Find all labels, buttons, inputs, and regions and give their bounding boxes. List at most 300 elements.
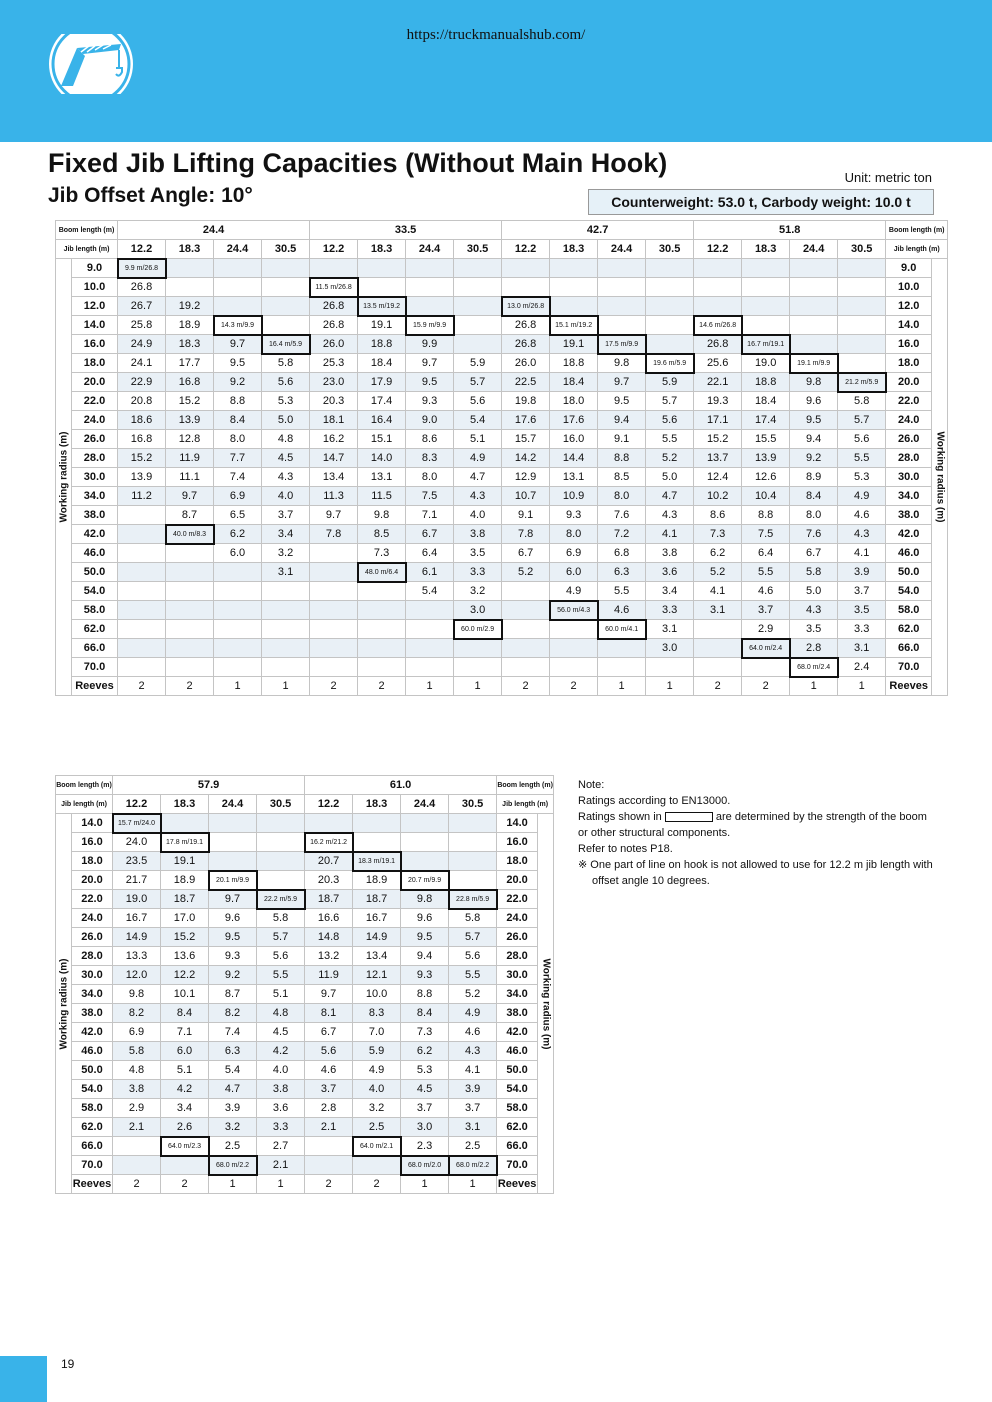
capacity-cell [742,278,790,297]
table-row [56,411,948,430]
capacity-cell: 25.6 [694,354,742,373]
capacity-cell: 3.1 [262,563,310,582]
capacity-cell: 13.9 [166,411,214,430]
capacity-cell: 19.2 [166,297,214,316]
capacity-cell [118,544,166,563]
capacity-cell: 3.1 [449,1118,497,1137]
capacity-cell: 18.6 [118,411,166,430]
capacity-cell [406,639,454,658]
jib-length-header-right: Jib length (m) [497,795,554,814]
capacity-cell: 9.3 [209,947,257,966]
capacity-cell [305,1156,353,1175]
table-row [56,601,948,620]
capacity-cell: 24.9 [118,335,166,354]
capacity-cell: 4.8 [262,430,310,449]
radius-value: 24.0 [72,411,118,430]
capacity-cell: 8.8 [401,985,449,1004]
table-row [56,985,554,1004]
capacity-cell: 12.0 [113,966,161,985]
jib-length-12.2: 12.2 [113,795,161,814]
capacity-cell: 6.3 [209,1042,257,1061]
capacity-cell: 9.2 [209,966,257,985]
table-row [56,1042,554,1061]
radius-value-right: 38.0 [886,506,932,525]
capacity-cell: 9.4 [401,947,449,966]
capacity-cell: 10.9 [550,487,598,506]
capacity-cell: 8.7 [166,506,214,525]
radius-value: 66.0 [72,639,118,658]
table-row [56,544,948,563]
capacity-cell: 8.0 [406,468,454,487]
radius-value-right: 66.0 [497,1137,538,1156]
capacity-cell: 5.7 [257,928,305,947]
capacity-cell: 19.1 [358,316,406,335]
capacity-cell [310,259,358,278]
capacity-cell [550,639,598,658]
capacity-cell: 15.2 [161,928,209,947]
table-row [56,814,554,833]
capacity-cell: 9.7 [310,506,358,525]
source-url[interactable]: https://truckmanualshub.com/ [406,27,586,43]
capacity-cell: 9.8 [790,373,838,392]
reeves-cell: 1 [646,677,694,696]
capacity-cell: 3.2 [454,582,502,601]
capacity-cell: 7.4 [214,468,262,487]
capacity-cell: 26.8 [118,278,166,297]
table-row [56,487,948,506]
radius-value: 22.0 [72,890,113,909]
capacity-cell: 15.2 [166,392,214,411]
capacity-cell: 6.7 [502,544,550,563]
capacity-cell [454,658,502,677]
capacity-cell [118,639,166,658]
capacity-cell: 5.6 [257,947,305,966]
capacity-cell: 5.9 [353,1042,401,1061]
capacity-cell: 3.1 [838,639,886,658]
table-row [56,335,948,354]
capacity-cell: 2.8 [305,1099,353,1118]
capacity-cell: 5.4 [406,582,454,601]
page-tab [0,1356,47,1402]
capacity-cell: 3.9 [449,1080,497,1099]
capacity-cell: 2.8 [790,639,838,658]
capacity-cell [502,620,550,639]
table-row [56,1023,554,1042]
capacity-cell: 9.5 [406,373,454,392]
reeves-cell: 2 [742,677,790,696]
radius-value-right: 28.0 [497,947,538,966]
capacity-cell [310,601,358,620]
page-number: 19 [61,1357,75,1371]
capacity-cell [694,658,742,677]
radius-value-right: 14.0 [886,316,932,335]
radius-value-right: 16.0 [497,833,538,852]
capacity-cell: 13.7 [694,449,742,468]
capacity-cell [598,658,646,677]
capacity-cell [257,871,305,890]
capacity-cell [406,620,454,639]
capacity-cell: 4.0 [262,487,310,506]
capacity-cell [406,278,454,297]
capacity-cell: 19.1 [550,335,598,354]
radius-value-right: 38.0 [497,1004,538,1023]
capacity-cell: 7.1 [161,1023,209,1042]
jib-length-12.2: 12.2 [305,795,353,814]
capacity-cell: 12.6 [742,468,790,487]
capacity-cell: 5.8 [449,909,497,928]
reeves-cell: 1 [214,677,262,696]
capacity-cell: 23.5 [113,852,161,871]
capacity-cell [449,833,497,852]
capacity-cell [214,658,262,677]
capacity-cell: 19.3 [694,392,742,411]
working-radius-label-text: Working radius (m) [540,958,552,1049]
capacity-cell: 4.7 [209,1080,257,1099]
capacity-cell [646,278,694,297]
radius-value-right: 42.0 [886,525,932,544]
capacity-cell: 3.9 [838,563,886,582]
table-row [56,947,554,966]
radius-value: 18.0 [72,852,113,871]
radius-value: 62.0 [72,1118,113,1137]
capacity-cell: 4.0 [454,506,502,525]
radius-value: 38.0 [72,1004,113,1023]
capacity-cell [166,259,214,278]
jib-length-12.2: 12.2 [694,240,742,259]
capacity-cell: 9.8 [401,890,449,909]
radius-value-right: 50.0 [886,563,932,582]
capacity-cell [502,278,550,297]
radius-value: 14.0 [72,814,113,833]
capacity-cell [214,297,262,316]
capacity-cell: 13.0 m/26.8 [502,297,550,316]
capacity-cell: 3.8 [257,1080,305,1099]
radius-value: 46.0 [72,1042,113,1061]
capacity-cell: 5.8 [790,563,838,582]
capacity-cell: 15.1 m/19.2 [550,316,598,335]
capacity-cell [694,278,742,297]
capacity-cell [838,278,886,297]
crane-logo-icon [47,34,137,94]
capacity-cell [166,563,214,582]
table-row [56,1080,554,1099]
radius-value-right: 58.0 [886,601,932,620]
capacity-cell: 3.3 [257,1118,305,1137]
capacity-cell: 4.6 [742,582,790,601]
capacity-cell [166,658,214,677]
radius-value: 30.0 [72,468,118,487]
table-row [56,966,554,985]
capacity-cell: 3.7 [305,1080,353,1099]
capacity-cell: 15.2 [694,430,742,449]
capacity-cell: 9.5 [214,354,262,373]
boom-length-57.9: 57.9 [113,776,305,795]
capacity-cell: 8.9 [790,468,838,487]
radius-value-right: 24.0 [497,909,538,928]
table-row [56,833,554,852]
capacity-cell: 8.4 [214,411,262,430]
capacity-cell: 4.6 [305,1061,353,1080]
capacity-cell: 5.3 [401,1061,449,1080]
capacity-cell [454,259,502,278]
table-row [56,563,948,582]
capacity-cell [406,658,454,677]
note-line-4: ※ One part of line on hook is not allowed to use for 12.2 m jib length with offset angle 10 degrees. [578,859,933,887]
capacity-cell [358,658,406,677]
capacity-cell: 5.0 [790,582,838,601]
capacity-cell: 4.9 [454,449,502,468]
capacity-cell: 4.3 [262,468,310,487]
capacity-cell: 9.9 [406,335,454,354]
capacity-cell: 3.7 [262,506,310,525]
radius-value-right: 26.0 [886,430,932,449]
capacity-cell: 8.6 [694,506,742,525]
capacity-cell: 13.4 [353,947,401,966]
capacity-cell: 9.6 [209,909,257,928]
radius-value-right: 46.0 [886,544,932,563]
working-radius-label-right [932,259,948,696]
capacity-cell: 4.6 [598,601,646,620]
reeves-cell: 2 [358,677,406,696]
capacity-cell: 19.8 [502,392,550,411]
radius-value-right: 70.0 [497,1156,538,1175]
capacity-cell: 18.9 [353,871,401,890]
capacity-cell [646,316,694,335]
capacity-cell [646,658,694,677]
capacity-cell: 3.6 [646,563,694,582]
capacity-cell: 2.6 [161,1118,209,1137]
table-row [56,430,948,449]
capacity-cell [646,259,694,278]
table-row [56,297,948,316]
radius-value: 42.0 [72,1023,113,1042]
table-row [56,909,554,928]
capacity-cell [257,814,305,833]
capacity-cell: 9.5 [790,411,838,430]
capacity-cell [449,814,497,833]
capacity-cell: 3.0 [401,1118,449,1137]
capacity-cell: 3.9 [209,1099,257,1118]
capacity-cell: 19.1 [161,852,209,871]
capacity-cell [262,620,310,639]
reeves-label: Reeves [72,677,118,696]
capacity-cell: 11.3 [310,487,358,506]
capacity-cell: 8.3 [406,449,454,468]
radius-value-right: 9.0 [886,259,932,278]
capacity-cell: 14.0 [358,449,406,468]
jib-length-30.5: 30.5 [262,240,310,259]
capacity-cell: 11.5 m/26.8 [310,278,358,297]
capacity-cell: 8.1 [305,1004,353,1023]
table-row [56,525,948,544]
capacity-cell: 4.2 [161,1080,209,1099]
capacity-cell: 17.4 [742,411,790,430]
capacity-cell: 11.2 [118,487,166,506]
capacity-cell [401,852,449,871]
jib-length-header: Jib length (m) [56,795,113,814]
jib-length-24.4: 24.4 [214,240,262,259]
capacity-cell: 4.5 [262,449,310,468]
capacity-cell: 2.1 [305,1118,353,1137]
capacity-cell: 14.2 [502,449,550,468]
jib-length-30.5: 30.5 [838,240,886,259]
capacity-cell [401,814,449,833]
capacity-cell [401,833,449,852]
reeves-cell: 2 [161,1175,209,1194]
capacity-cell [742,316,790,335]
table-row [56,259,948,278]
capacity-cell: 2.5 [353,1118,401,1137]
capacity-cell: 20.7 [305,852,353,871]
capacity-cell: 18.8 [358,335,406,354]
capacity-cell: 8.7 [209,985,257,1004]
capacity-cell: 4.8 [257,1004,305,1023]
capacity-cell: 3.2 [353,1099,401,1118]
radius-value: 28.0 [72,947,113,966]
table-row [56,1061,554,1080]
capacity-cell: 20.3 [305,871,353,890]
boom-length-51.8: 51.8 [694,221,886,240]
capacity-cell: 60.0 m/4.1 [598,620,646,639]
capacity-cell: 18.4 [358,354,406,373]
capacity-cell: 9.7 [166,487,214,506]
radius-value-right: 30.0 [497,966,538,985]
capacity-cell: 16.7 [353,909,401,928]
capacity-cell: 4.3 [449,1042,497,1061]
capacity-cell [166,620,214,639]
capacity-cell: 4.5 [257,1023,305,1042]
capacity-cell [214,620,262,639]
capacity-cell: 8.8 [214,392,262,411]
capacity-cell: 3.7 [838,582,886,601]
capacity-cell [118,620,166,639]
capacity-cell: 5.3 [262,392,310,411]
capacity-cell: 8.4 [790,487,838,506]
capacity-cell: 4.1 [449,1061,497,1080]
radius-value: 66.0 [72,1137,113,1156]
capacity-cell: 6.1 [406,563,454,582]
capacity-cell [353,833,401,852]
capacity-cell [310,582,358,601]
working-radius-label-text: Working radius (m) [58,958,69,1049]
capacity-cell: 5.6 [838,430,886,449]
capacity-cell: 7.8 [310,525,358,544]
capacity-cell: 13.9 [118,468,166,487]
capacity-cell: 3.4 [262,525,310,544]
capacity-cell [406,601,454,620]
capacity-cell: 3.7 [401,1099,449,1118]
capacity-cell: 8.3 [353,1004,401,1023]
capacity-cell [118,525,166,544]
capacity-cell [502,601,550,620]
capacity-cell: 16.0 [550,430,598,449]
capacity-cell [310,563,358,582]
capacity-cell: 7.0 [353,1023,401,1042]
radius-value-right: 62.0 [497,1118,538,1137]
capacity-cell: 24.1 [118,354,166,373]
capacity-cell: 5.8 [257,909,305,928]
capacity-cell [406,259,454,278]
radius-value-right: 30.0 [886,468,932,487]
table-row [56,278,948,297]
capacity-cell: 17.9 [358,373,406,392]
jib-length-18.3: 18.3 [550,240,598,259]
capacity-cell: 10.0 [353,985,401,1004]
capacity-cell [262,316,310,335]
capacity-cell [502,259,550,278]
capacity-cell: 12.8 [166,430,214,449]
capacity-cell: 7.6 [790,525,838,544]
capacity-cell: 7.6 [598,506,646,525]
capacity-cell: 18.8 [742,373,790,392]
reeves-cell: 1 [790,677,838,696]
radius-value: 14.0 [72,316,118,335]
capacity-cell: 9.5 [401,928,449,947]
capacity-cell [358,259,406,278]
capacity-cell [838,297,886,316]
radius-value: 30.0 [72,966,113,985]
capacity-cell: 19.0 [113,890,161,909]
radius-value-right: 46.0 [497,1042,538,1061]
jib-length-30.5: 30.5 [454,240,502,259]
radius-value: 9.0 [72,259,118,278]
jib-length-12.2: 12.2 [118,240,166,259]
capacity-cell: 9.7 [598,373,646,392]
capacity-cell [598,278,646,297]
capacity-cell [113,1137,161,1156]
capacity-cell: 3.5 [790,620,838,639]
jib-length-24.4: 24.4 [401,795,449,814]
capacity-cell: 14.6 m/26.8 [694,316,742,335]
capacity-cell [166,278,214,297]
capacity-cell: 8.4 [401,1004,449,1023]
capacity-cell: 26.8 [502,316,550,335]
reeves-cell: 2 [305,1175,353,1194]
capacity-cell [358,620,406,639]
table-row [56,1156,554,1175]
capacity-cell: 16.6 [305,909,353,928]
capacity-cell: 8.2 [209,1004,257,1023]
capacity-cell [310,620,358,639]
capacity-cell: 13.4 [310,468,358,487]
radius-value-right: 22.0 [886,392,932,411]
jib-length-12.2: 12.2 [502,240,550,259]
capacity-cell: 15.9 m/9.9 [406,316,454,335]
capacity-cell: 5.9 [646,373,694,392]
capacity-cell: 20.7 m/9.9 [401,871,449,890]
capacity-cell: 8.0 [790,506,838,525]
capacity-cell: 9.7 [406,354,454,373]
capacity-cell: 48.0 m/6.4 [358,563,406,582]
capacity-cell: 25.8 [118,316,166,335]
radius-value-right: 58.0 [497,1099,538,1118]
capacity-cell: 8.4 [161,1004,209,1023]
working-radius-label-text: Working radius (m) [934,431,946,523]
capacity-cell [166,582,214,601]
capacity-cell: 5.6 [454,392,502,411]
capacity-cell: 9.2 [790,449,838,468]
capacity-cell [305,1137,353,1156]
capacity-cell: 13.3 [113,947,161,966]
capacity-cell: 3.4 [646,582,694,601]
table-row [56,1099,554,1118]
capacity-cell [262,582,310,601]
capacity-cell: 3.8 [454,525,502,544]
capacity-cell: 6.7 [305,1023,353,1042]
capacity-cell: 2.4 [838,658,886,677]
capacity-cell [550,620,598,639]
capacity-cell: 26.8 [310,297,358,316]
